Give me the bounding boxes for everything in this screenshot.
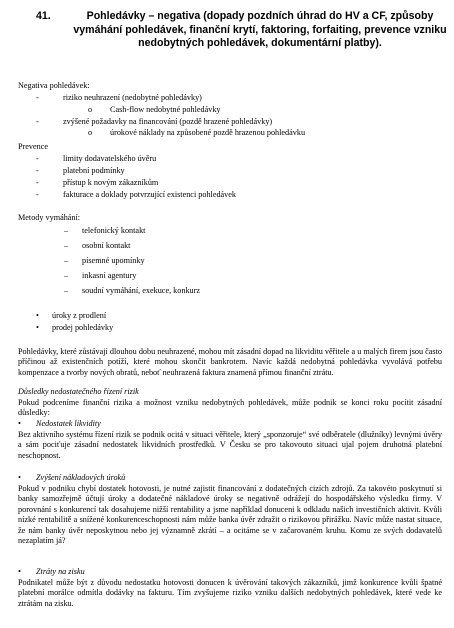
subsection-title: Zvýšení nákladových úroků [36,473,126,482]
circle-marker: o [88,128,93,137]
negativa-subitem: Cash-flow nedobytné pohledávky [110,105,221,114]
negativa-item: zvýšené požadavky na financování (pozdě hrazené pohledávky) [63,117,273,126]
bullet-marker: • [36,311,39,320]
metody-label: Metody vymáhání: [18,213,81,222]
dash-marker: – [64,226,69,235]
dash-marker: - [36,93,39,102]
metody-bullet: úroky z prodlení [52,311,107,320]
subsection-text: Pokud v podniku chybí dostatek hotovosti, je nutné zajistit financování z dodatečných cizích zdrojů. Za takovéto poskytnutí si banky samozřejmě účtují úroky a dodatečné nákladové úroky se negativně odrážejí do hospodářského výsledku firmy. V porovnání s konkurencí tak dosahujeme nižší rentability a jsme například donuceni k odkladu našich investičních aktivit. Kvůli nízké rentabilitě a snížené konkurenceschopnosti nám může banka úvěr zdražit o rizikovou přirážku. Navíc může nastat situace, že nám banky úvěr neposkytnou nebo jej významně zkrátí – a ocitáme se v začarovaném kruhu. Komu ze svých dodavatelů nezaplatím já? [18,484,442,546]
metody-item: telefonický kontakt [82,226,146,235]
bullet-marker: • [18,567,21,576]
prevence-label: Prevence [18,142,49,151]
dash-marker: - [36,166,39,175]
dash-marker: - [36,178,39,187]
subsection-title: Ztráty na zisku [36,567,85,576]
negativa-subitem: úrokové náklady na způsobené pozdě hrazenou pohledávku [110,128,306,137]
dash-marker: – [64,271,69,280]
metody-item: písemné upomínky [82,256,145,265]
dash-marker: - [36,154,39,163]
metody-bullet: prodej pohledávky [52,323,114,332]
metody-item: soudní vymáhání, exekuce, konkurz [82,286,201,295]
metody-item: osobní kontakt [82,241,131,250]
dash-marker: – [64,286,69,295]
dusledky-intro: Pokud podceníme finanční rizika a možnost vzniku nedobytných pohledávek, může podnik se konci roku pocítit zásadní důsledky: [18,398,442,418]
metody-item: inkasní agentury [82,271,137,280]
negativa-item: riziko neuhrazení (nedobytné pohledávky) [63,93,202,102]
subsection-text: Bez aktivního systému řízení rizik se podnik ocitá v situaci věřitele, který „sponzoruje“ své odběratele (dlužníky) levnými úvěry a sám pociťuje zásadní nedostatek likvidních prostředků. V Česku se pro takovouto situaci ujal pojem druhotná platební neschopnost. [18,430,442,460]
subsection-text: Podnikatel může být z důvodu nedostatku hotovosti donucen k úvěrování takových zákazníků, jimž konkurence kvůli špatné platební morálce odmítla dodávky na fakturu. Tím zvyšujeme riziko vzniku dalších nedobytných pohledávek, které vede ke ztrátám na zisku. [18,578,442,608]
prevence-item: fakturace a doklady potvrzující existenci pohledávek [63,190,237,199]
section-title: Pohledávky – negativa (dopady pozdních úhrad do HV a CF, způsoby vymáhání pohledávek, finanční krytí, faktoring, forfaiting, prevence vzniku nedobytných pohledávek, dokumentární platby). [73,10,447,49]
dash-marker: - [36,117,39,126]
dusledky-heading: Důsledky nedostatečného řízení rizik [18,387,139,396]
negativa-label: Negativa pohledávek: [18,81,90,90]
dash-marker: – [64,241,69,250]
subsection-title: Nedostatek likvidity [36,419,101,428]
intro-paragraph: Pohledávky, které zůstávají dlouhou dobu neuhrazené, mohou mít zásadní dopad na likviditu věřitele a u malých firem jsou často příčinou až existenčních potíží, které mohou skončit bankrotem. Navíc každá nedobytná pohledávka vyvolává potřebu kompenzace a tvorby nových obratů, neboť neuhrazená faktura znamená přímou finanční ztrátu. [18,347,442,377]
prevence-item: platební podmínky [63,166,125,175]
prevence-item: limity dodavatelského úvěru [63,154,157,163]
dash-marker: – [64,256,69,265]
dash-marker: - [36,190,39,199]
bullet-marker: • [18,473,21,482]
prevence-item: přístup k novým zákazníkům [63,178,159,187]
bullet-marker: • [36,323,39,332]
section-number: 41. [36,10,51,22]
circle-marker: o [88,105,93,114]
bullet-marker: • [18,419,21,428]
